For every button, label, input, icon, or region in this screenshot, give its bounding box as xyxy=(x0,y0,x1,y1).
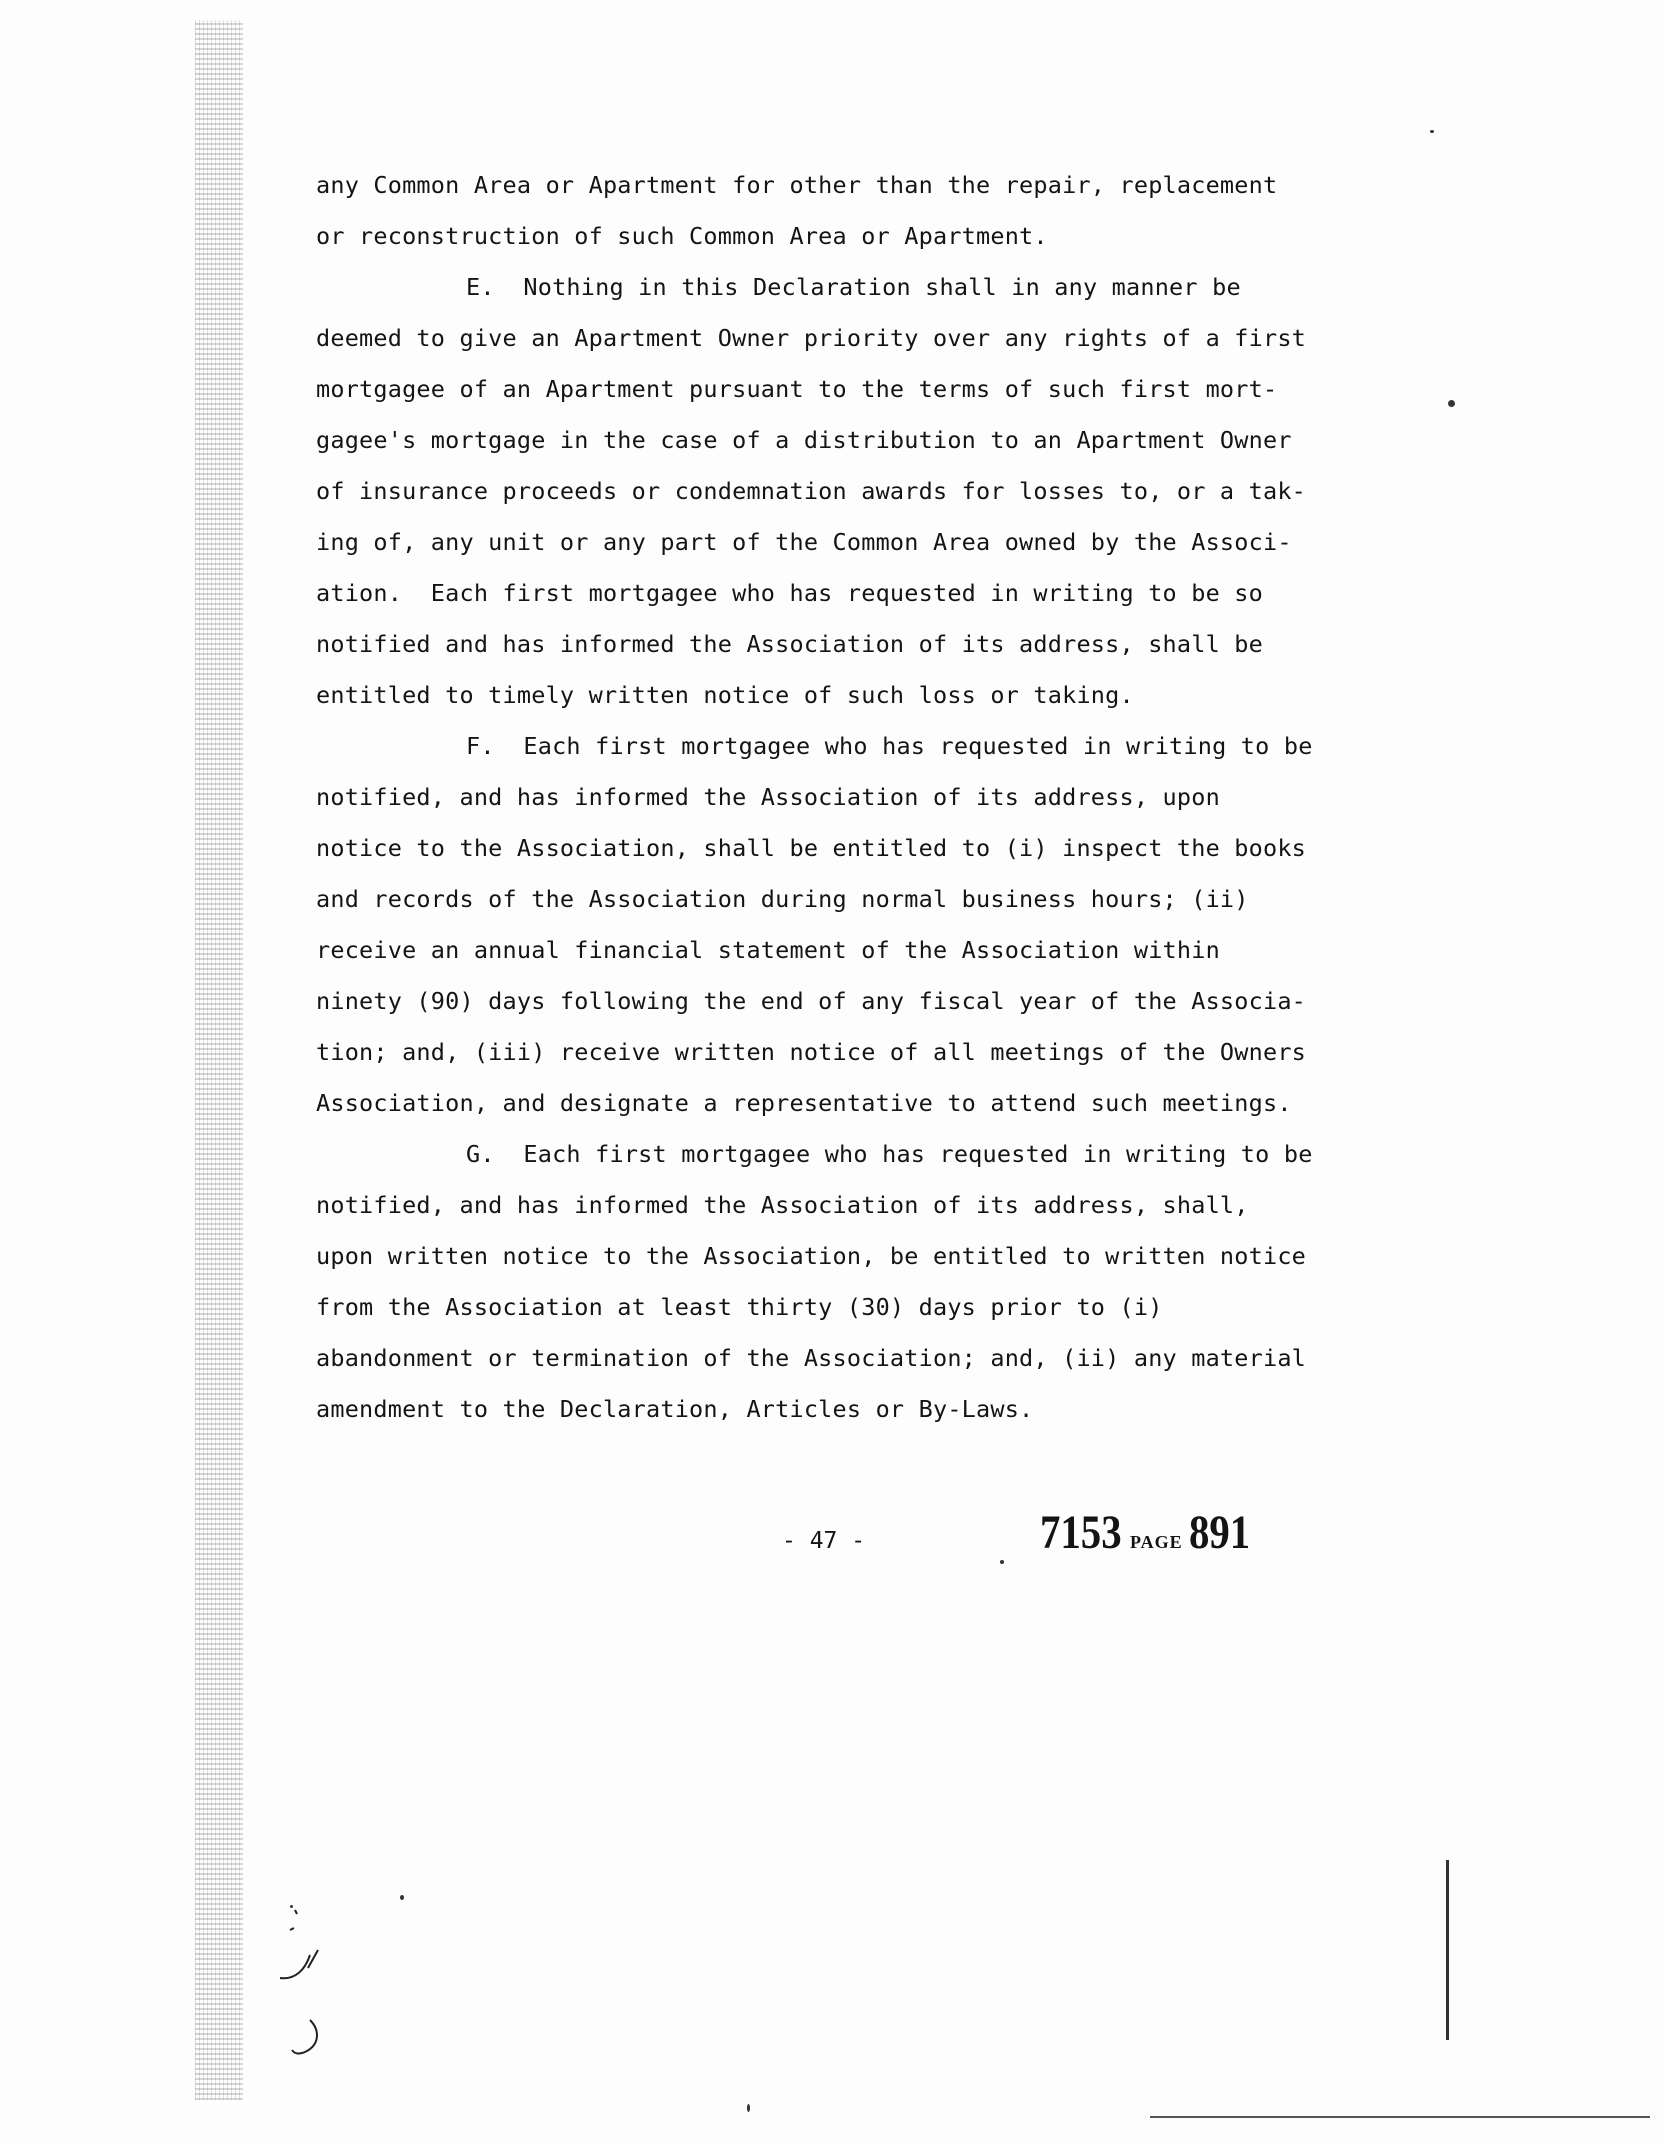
text-line: Association, and designate a representative to attend such meetings. xyxy=(316,1089,1292,1117)
pen-mark-icon xyxy=(270,1870,350,2070)
text-line: ing of, any unit or any part of the Common Area owned by the Associ- xyxy=(316,528,1292,556)
text-line: or reconstruction of such Common Area or Apartment. xyxy=(316,222,1048,250)
text-line: deemed to give an Apartment Owner priority over any rights of a first xyxy=(316,324,1307,352)
text-line: from the Association at least thirty (30) days prior to (i) xyxy=(316,1293,1163,1321)
text-line: of insurance proceeds or condemnation awards for losses to, or a tak- xyxy=(316,477,1307,505)
text-line: amendment to the Declaration, Articles or By-Laws. xyxy=(316,1395,1034,1423)
page-label: PAGE xyxy=(1130,1532,1183,1552)
text-line: abandonment or termination of the Association; and, (ii) any material xyxy=(316,1344,1307,1372)
scan-speck xyxy=(1430,130,1434,133)
scan-speck xyxy=(400,1895,404,1900)
scan-speck xyxy=(1448,400,1455,407)
body-text xyxy=(316,160,1376,1435)
scan-speck xyxy=(747,2104,750,2112)
book-page-stamp xyxy=(1040,1505,1261,1560)
text-line: ninety (90) days following the end of any fiscal year of the Associa- xyxy=(316,987,1307,1015)
text-line: entitled to timely written notice of such loss or taking. xyxy=(316,681,1134,709)
text-line: notified, and has informed the Association of its address, upon xyxy=(316,783,1220,811)
text-line: receive an annual financial statement of the Association within xyxy=(316,936,1220,964)
paragraph-f-start: F. Each first mortgagee who has requested in writing to be xyxy=(466,732,1313,760)
paragraph-g-start: G. Each first mortgagee who has requested in writing to be xyxy=(466,1140,1313,1168)
text-line: mortgagee of an Apartment pursuant to the terms of such first mort- xyxy=(316,375,1278,403)
book-number: 7153 xyxy=(1040,1506,1122,1559)
text-line: and records of the Association during normal business hours; (ii) xyxy=(316,885,1249,913)
scan-edge-line xyxy=(1446,1860,1449,2040)
book-page-number: 891 xyxy=(1188,1506,1250,1559)
text-line: notified, and has informed the Association of its address, shall, xyxy=(316,1191,1249,1219)
scan-bottom-line xyxy=(1150,2116,1650,2118)
text-line: gagee's mortgage in the case of a distribution to an Apartment Owner xyxy=(316,426,1292,454)
scan-binding-edge xyxy=(195,20,243,2100)
text-line: notice to the Association, shall be entitled to (i) inspect the books xyxy=(316,834,1307,862)
paragraph-e-start: E. Nothing in this Declaration shall in any manner be xyxy=(466,273,1241,301)
text-line: tion; and, (iii) receive written notice of all meetings of the Owners xyxy=(316,1038,1307,1066)
page-number: - 47 - xyxy=(782,1528,866,1554)
text-line: any Common Area or Apartment for other than the repair, replacement xyxy=(316,171,1278,199)
text-line: upon written notice to the Association, be entitled to written notice xyxy=(316,1242,1307,1270)
text-line: notified and has informed the Association of its address, shall be xyxy=(316,630,1263,658)
scan-speck xyxy=(1000,1560,1004,1564)
text-line: ation. Each first mortgagee who has requested in writing to be so xyxy=(316,579,1263,607)
